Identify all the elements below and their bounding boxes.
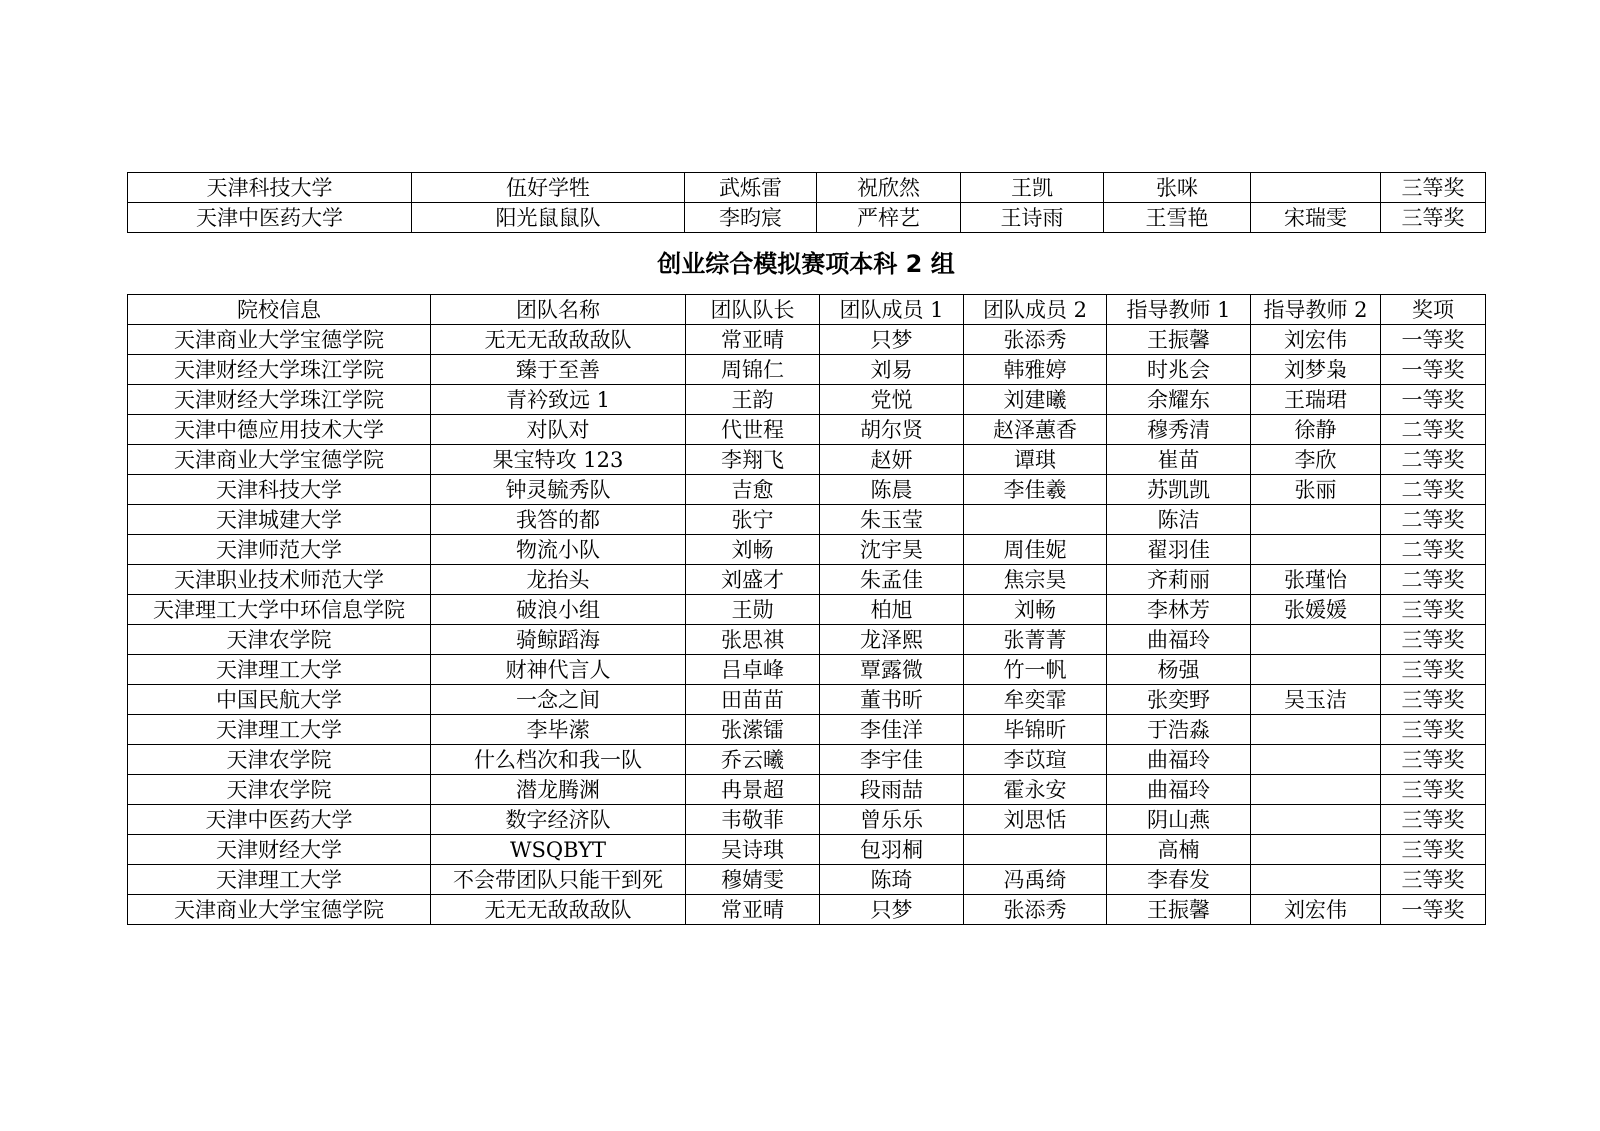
table-cell: 齐莉丽 bbox=[1107, 565, 1251, 595]
table-cell: 祝欣然 bbox=[817, 173, 961, 203]
table-cell: 三等奖 bbox=[1381, 173, 1486, 203]
table-cell: 潜龙腾渊 bbox=[431, 775, 686, 805]
table-row bbox=[128, 325, 1486, 355]
table-cell: 刘盛才 bbox=[686, 565, 820, 595]
table-cell: 张奕野 bbox=[1107, 685, 1251, 715]
table-cell: 赵泽蕙香 bbox=[964, 415, 1107, 445]
table-cell: 一等奖 bbox=[1381, 385, 1486, 415]
table-cell: 张添秀 bbox=[964, 325, 1107, 355]
table-cell: 天津城建大学 bbox=[128, 505, 431, 535]
table-cell bbox=[1251, 775, 1381, 805]
table-row bbox=[128, 865, 1486, 895]
table-cell: 柏旭 bbox=[820, 595, 964, 625]
table-cell: 徐静 bbox=[1251, 415, 1381, 445]
table-cell: 三等奖 bbox=[1381, 595, 1486, 625]
table-row bbox=[128, 445, 1486, 475]
table-cell: 三等奖 bbox=[1381, 655, 1486, 685]
table-cell: 中国民航大学 bbox=[128, 685, 431, 715]
table-cell: 曲福玲 bbox=[1107, 775, 1251, 805]
table-cell: 奖项 bbox=[1381, 295, 1486, 325]
table-row bbox=[128, 745, 1486, 775]
table-cell: 王韵 bbox=[686, 385, 820, 415]
table-cell: 乔云曦 bbox=[686, 745, 820, 775]
table-row bbox=[128, 475, 1486, 505]
table-cell: 李宇佳 bbox=[820, 745, 964, 775]
table-cell: 霍永安 bbox=[964, 775, 1107, 805]
table-cell: 一等奖 bbox=[1381, 325, 1486, 355]
table-cell: 臻于至善 bbox=[431, 355, 686, 385]
table-cell: 田苗苗 bbox=[686, 685, 820, 715]
table-row bbox=[128, 895, 1486, 925]
table-cell: 陈洁 bbox=[1107, 505, 1251, 535]
section-title: 创业综合模拟赛项本科 2 组 bbox=[657, 250, 955, 278]
header-row bbox=[128, 295, 1486, 325]
table-cell: 骑鲸蹈海 bbox=[431, 625, 686, 655]
table-cell: 李苡瑄 bbox=[964, 745, 1107, 775]
table-cell: 三等奖 bbox=[1381, 203, 1486, 233]
table-cell: 焦宗昊 bbox=[964, 565, 1107, 595]
table-cell: 张添秀 bbox=[964, 895, 1107, 925]
table-cell: 数字经济队 bbox=[431, 805, 686, 835]
table-cell: 冯禹绮 bbox=[964, 865, 1107, 895]
table-cell: 吴诗琪 bbox=[686, 835, 820, 865]
table-cell: 破浪小组 bbox=[431, 595, 686, 625]
table-cell bbox=[1251, 805, 1381, 835]
table-cell: 天津财经大学珠江学院 bbox=[128, 355, 431, 385]
results-table bbox=[127, 294, 1486, 925]
table-cell: 常亚晴 bbox=[686, 895, 820, 925]
table-row bbox=[128, 805, 1486, 835]
table-cell: 王瑞珺 bbox=[1251, 385, 1381, 415]
table-cell: 竹一帆 bbox=[964, 655, 1107, 685]
table-cell: 天津科技大学 bbox=[128, 475, 431, 505]
table-cell: 余耀东 bbox=[1107, 385, 1251, 415]
table-cell: 段雨喆 bbox=[820, 775, 964, 805]
table-cell: 周锦仁 bbox=[686, 355, 820, 385]
table-cell: 二等奖 bbox=[1381, 535, 1486, 565]
table-row bbox=[128, 655, 1486, 685]
table-cell: 三等奖 bbox=[1381, 685, 1486, 715]
table-cell: 曾乐乐 bbox=[820, 805, 964, 835]
table-cell: 王振馨 bbox=[1107, 895, 1251, 925]
table-cell: 天津中德应用技术大学 bbox=[128, 415, 431, 445]
table-cell: 三等奖 bbox=[1381, 775, 1486, 805]
table-cell: 院校信息 bbox=[128, 295, 431, 325]
table-cell: 龙抬头 bbox=[431, 565, 686, 595]
table-cell: 时兆会 bbox=[1107, 355, 1251, 385]
table-cell: 张菁菁 bbox=[964, 625, 1107, 655]
table-cell: 财神代言人 bbox=[431, 655, 686, 685]
table-cell: 周佳妮 bbox=[964, 535, 1107, 565]
table-cell: 朱玉莹 bbox=[820, 505, 964, 535]
table-cell: 牟奕霏 bbox=[964, 685, 1107, 715]
table-cell: 高楠 bbox=[1107, 835, 1251, 865]
table-cell: 无无无敌敌敌队 bbox=[431, 895, 686, 925]
table-cell: 二等奖 bbox=[1381, 475, 1486, 505]
table-cell: 天津理工大学 bbox=[128, 715, 431, 745]
table-cell: 二等奖 bbox=[1381, 565, 1486, 595]
table-cell: 二等奖 bbox=[1381, 445, 1486, 475]
table-cell: 代世程 bbox=[686, 415, 820, 445]
table-cell: 苏凯凯 bbox=[1107, 475, 1251, 505]
table-cell: 三等奖 bbox=[1381, 835, 1486, 865]
table-cell: 张思祺 bbox=[686, 625, 820, 655]
table-cell: 王诗雨 bbox=[961, 203, 1104, 233]
table-cell: 不会带团队只能干到死 bbox=[431, 865, 686, 895]
table-cell: 天津中医药大学 bbox=[128, 203, 412, 233]
table-cell bbox=[964, 505, 1107, 535]
table-cell: 三等奖 bbox=[1381, 805, 1486, 835]
table-cell: 曲福玲 bbox=[1107, 745, 1251, 775]
table-cell: 覃露微 bbox=[820, 655, 964, 685]
table-cell: 张瑾怡 bbox=[1251, 565, 1381, 595]
table-row bbox=[128, 775, 1486, 805]
table-cell: 吉愈 bbox=[686, 475, 820, 505]
table-cell: 王振馨 bbox=[1107, 325, 1251, 355]
table-cell: 张潆镭 bbox=[686, 715, 820, 745]
table-cell: 李翔飞 bbox=[686, 445, 820, 475]
table-row bbox=[128, 835, 1486, 865]
table-cell: 果宝特攻 123 bbox=[431, 445, 686, 475]
table-cell: 刘宏伟 bbox=[1251, 325, 1381, 355]
table-cell: 三等奖 bbox=[1381, 715, 1486, 745]
table-cell: 常亚晴 bbox=[686, 325, 820, 355]
table-cell: 吕卓峰 bbox=[686, 655, 820, 685]
table-cell: 李春发 bbox=[1107, 865, 1251, 895]
table-cell: 刘思恬 bbox=[964, 805, 1107, 835]
table-cell: 天津理工大学 bbox=[128, 865, 431, 895]
table-cell bbox=[1251, 745, 1381, 775]
table-cell: 天津职业技术师范大学 bbox=[128, 565, 431, 595]
table-cell: 张咪 bbox=[1104, 173, 1251, 203]
table-cell: 物流小队 bbox=[431, 535, 686, 565]
table-cell: 穆婧雯 bbox=[686, 865, 820, 895]
table-cell: 李毕潆 bbox=[431, 715, 686, 745]
table-cell: 只梦 bbox=[820, 895, 964, 925]
table-cell bbox=[1251, 655, 1381, 685]
table-cell: 二等奖 bbox=[1381, 415, 1486, 445]
table-cell: 胡尔贤 bbox=[820, 415, 964, 445]
table-row bbox=[128, 685, 1486, 715]
table-cell: 穆秀清 bbox=[1107, 415, 1251, 445]
table-cell: 天津中医药大学 bbox=[128, 805, 431, 835]
table-cell: 天津师范大学 bbox=[128, 535, 431, 565]
table-cell: 于浩淼 bbox=[1107, 715, 1251, 745]
table-cell: 翟羽佳 bbox=[1107, 535, 1251, 565]
table-cell: 曲福玲 bbox=[1107, 625, 1251, 655]
table-cell: 李欣 bbox=[1251, 445, 1381, 475]
table-cell: 朱孟佳 bbox=[820, 565, 964, 595]
table-row bbox=[128, 203, 1486, 233]
table-row bbox=[128, 415, 1486, 445]
table-cell: 刘易 bbox=[820, 355, 964, 385]
table-cell: 天津农学院 bbox=[128, 745, 431, 775]
table-cell: 什么档次和我一队 bbox=[431, 745, 686, 775]
table-row bbox=[128, 715, 1486, 745]
table-cell: 天津农学院 bbox=[128, 625, 431, 655]
table-cell: 三等奖 bbox=[1381, 745, 1486, 775]
table-cell: 天津理工大学中环信息学院 bbox=[128, 595, 431, 625]
table-cell: 天津财经大学珠江学院 bbox=[128, 385, 431, 415]
table-cell: 沈宇昊 bbox=[820, 535, 964, 565]
table-cell: 武烁雷 bbox=[685, 173, 817, 203]
table-cell: 一念之间 bbox=[431, 685, 686, 715]
table-cell: 刘梦枭 bbox=[1251, 355, 1381, 385]
table-cell: 钟灵毓秀队 bbox=[431, 475, 686, 505]
table-cell: 韩雅婷 bbox=[964, 355, 1107, 385]
table-cell: 指导教师 2 bbox=[1251, 295, 1381, 325]
table-row bbox=[128, 625, 1486, 655]
table-cell: 刘建曦 bbox=[964, 385, 1107, 415]
table-cell: 宋瑞雯 bbox=[1251, 203, 1381, 233]
table-row bbox=[128, 535, 1486, 565]
table-row bbox=[128, 385, 1486, 415]
table-cell: 团队成员 1 bbox=[820, 295, 964, 325]
table-cell: 李佳羲 bbox=[964, 475, 1107, 505]
table-cell: 李林芳 bbox=[1107, 595, 1251, 625]
table-cell: 刘宏伟 bbox=[1251, 895, 1381, 925]
table-row bbox=[128, 565, 1486, 595]
table-cell bbox=[1251, 715, 1381, 745]
table-cell: 张媛媛 bbox=[1251, 595, 1381, 625]
table-cell bbox=[964, 835, 1107, 865]
table-cell: 天津商业大学宝德学院 bbox=[128, 895, 431, 925]
table-cell: 三等奖 bbox=[1381, 865, 1486, 895]
top-table-body bbox=[128, 173, 1486, 233]
table-cell: 对队对 bbox=[431, 415, 686, 445]
table-cell: 张宁 bbox=[686, 505, 820, 535]
table-cell: 李昀宸 bbox=[685, 203, 817, 233]
table-row bbox=[128, 355, 1486, 385]
table-cell: 三等奖 bbox=[1381, 625, 1486, 655]
table-cell: 二等奖 bbox=[1381, 505, 1486, 535]
table-cell: 崔苗 bbox=[1107, 445, 1251, 475]
table-cell: 严梓艺 bbox=[817, 203, 961, 233]
table-cell bbox=[1251, 625, 1381, 655]
table-cell: 李佳洋 bbox=[820, 715, 964, 745]
table-cell: 天津科技大学 bbox=[128, 173, 412, 203]
table-cell: 董书昕 bbox=[820, 685, 964, 715]
table-cell: 王凯 bbox=[961, 173, 1104, 203]
table-cell: 一等奖 bbox=[1381, 895, 1486, 925]
table-cell: 刘畅 bbox=[686, 535, 820, 565]
table-cell: 龙泽熙 bbox=[820, 625, 964, 655]
table-cell: 韦敬菲 bbox=[686, 805, 820, 835]
table-cell: 包羽桐 bbox=[820, 835, 964, 865]
table-cell: 谭琪 bbox=[964, 445, 1107, 475]
table-cell: 刘畅 bbox=[964, 595, 1107, 625]
table-cell: 冉景超 bbox=[686, 775, 820, 805]
table-cell: 天津农学院 bbox=[128, 775, 431, 805]
table-cell: 青衿致远 1 bbox=[431, 385, 686, 415]
table-cell: 天津商业大学宝德学院 bbox=[128, 325, 431, 355]
table-cell: 团队成员 2 bbox=[964, 295, 1107, 325]
table-cell: 杨强 bbox=[1107, 655, 1251, 685]
table-cell: 毕锦昕 bbox=[964, 715, 1107, 745]
table-cell: 我答的都 bbox=[431, 505, 686, 535]
table-cell: 赵妍 bbox=[820, 445, 964, 475]
table-cell: 阴山燕 bbox=[1107, 805, 1251, 835]
table-cell: 天津理工大学 bbox=[128, 655, 431, 685]
table-cell bbox=[1251, 835, 1381, 865]
table-cell: 王雪艳 bbox=[1104, 203, 1251, 233]
table-cell bbox=[1251, 865, 1381, 895]
table-body bbox=[128, 325, 1486, 925]
table-cell: WSQBYT bbox=[431, 835, 686, 865]
table-row bbox=[128, 595, 1486, 625]
table-cell: 陈晨 bbox=[820, 475, 964, 505]
table-cell bbox=[1251, 173, 1381, 203]
table-cell: 天津财经大学 bbox=[128, 835, 431, 865]
table-cell: 指导教师 1 bbox=[1107, 295, 1251, 325]
table-cell: 张丽 bbox=[1251, 475, 1381, 505]
table-cell: 一等奖 bbox=[1381, 355, 1486, 385]
table-cell: 团队队长 bbox=[686, 295, 820, 325]
table-cell bbox=[1251, 505, 1381, 535]
top-results-table bbox=[127, 172, 1486, 233]
table-cell: 王勋 bbox=[686, 595, 820, 625]
table-cell: 只梦 bbox=[820, 325, 964, 355]
table-row bbox=[128, 505, 1486, 535]
table-cell: 陈琦 bbox=[820, 865, 964, 895]
table-cell: 党悦 bbox=[820, 385, 964, 415]
table-header bbox=[128, 295, 1486, 325]
table-row bbox=[128, 173, 1486, 203]
table-cell: 吴玉洁 bbox=[1251, 685, 1381, 715]
table-cell: 无无无敌敌敌队 bbox=[431, 325, 686, 355]
table-cell: 天津商业大学宝德学院 bbox=[128, 445, 431, 475]
table-cell: 阳光鼠鼠队 bbox=[412, 203, 685, 233]
table-cell: 伍好学牲 bbox=[412, 173, 685, 203]
table-cell bbox=[1251, 535, 1381, 565]
table-cell: 团队名称 bbox=[431, 295, 686, 325]
